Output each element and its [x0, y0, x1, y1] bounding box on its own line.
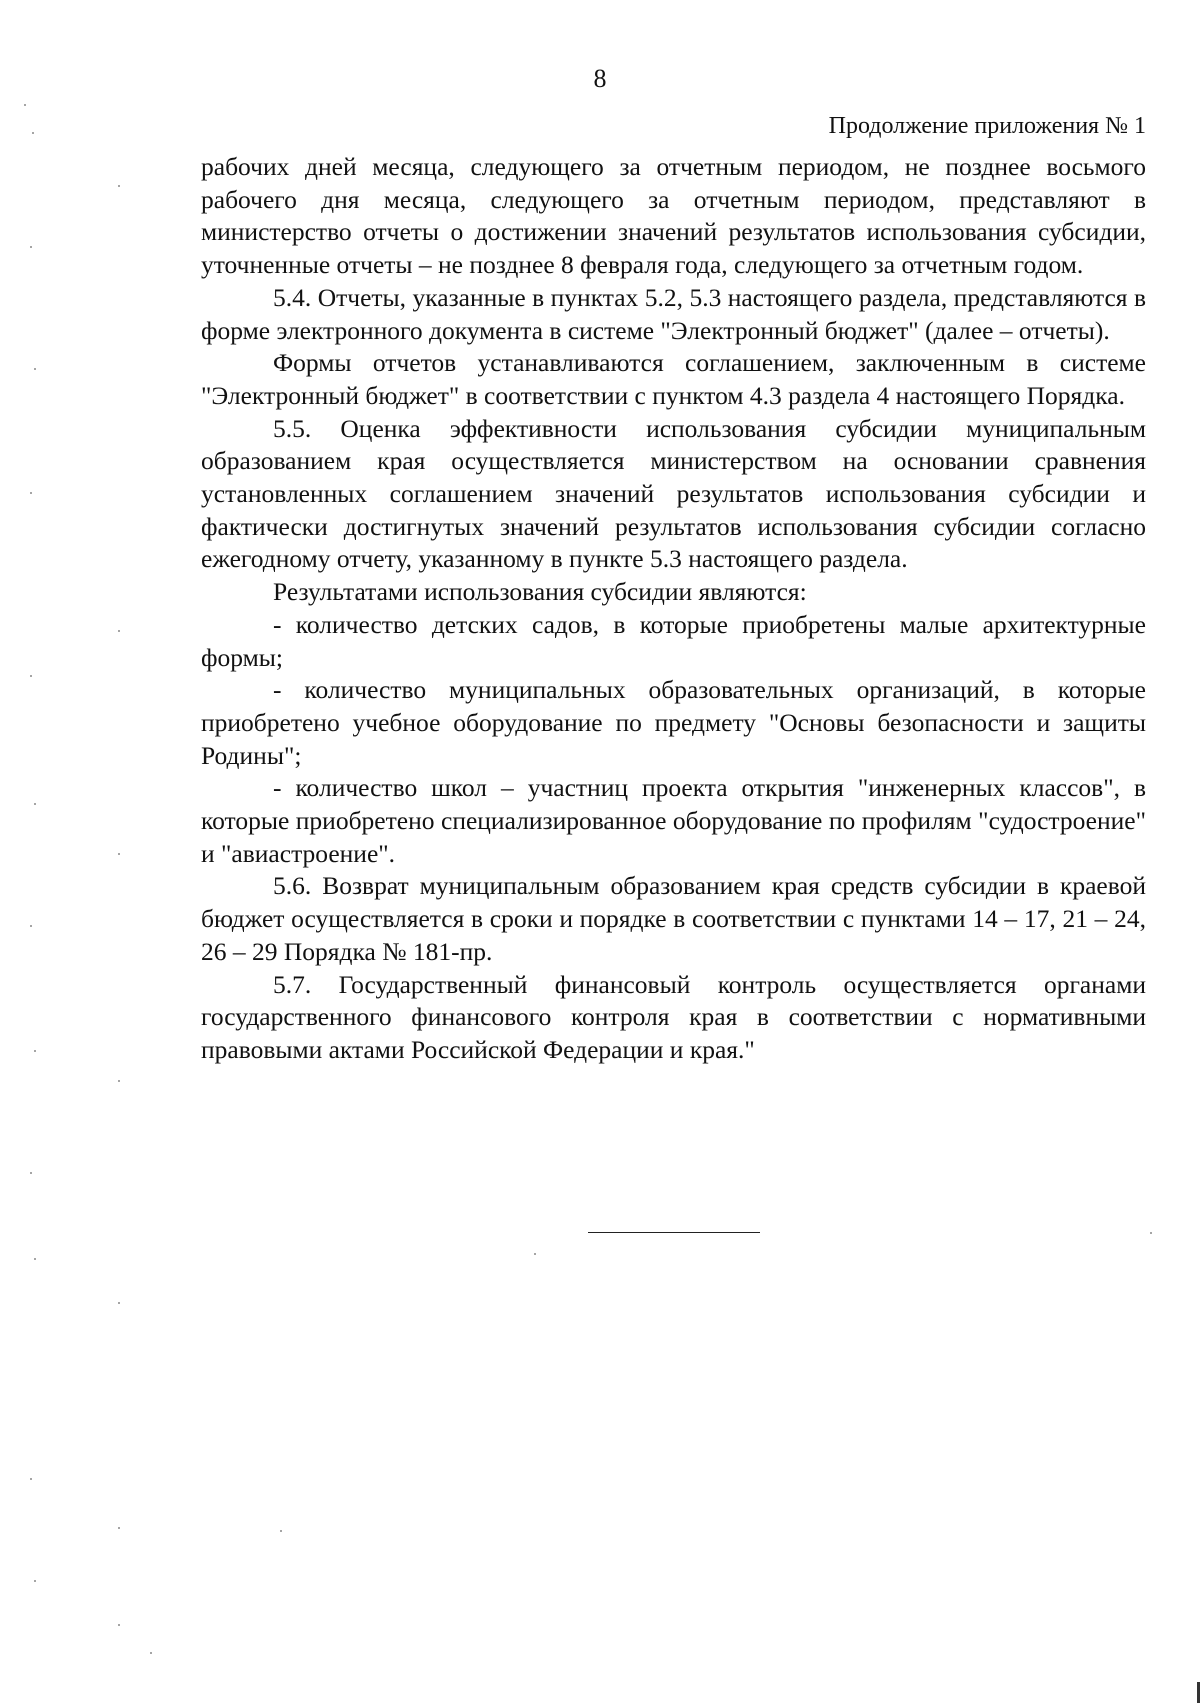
paragraph-results-intro: Результатами использования субсидии являются: [273, 577, 807, 607]
scan-speck [34, 1050, 36, 1052]
end-of-document-rule [588, 1232, 760, 1233]
list-item-engineering-classes: - количество школ – участниц проекта открытия "инженерных классов", в которые приобретено специализированное оборудование по профилям "судостроение" и "авиастроение". [201, 773, 1146, 868]
scan-speck [30, 246, 32, 248]
scan-speck [118, 630, 120, 632]
scan-speck [118, 1527, 120, 1529]
scan-speck [34, 1580, 36, 1582]
scan-speck [118, 1080, 120, 1082]
scan-speck [118, 1624, 120, 1626]
scan-speck [118, 1302, 120, 1304]
scan-speck [30, 492, 32, 494]
scan-speck [30, 1172, 32, 1174]
paragraph-reporting-deadlines: рабочих дней месяца, следующего за отчетным периодом, не позднее восьмого рабочего дня месяца, следующего за отчетным периодом, представляют в министерство отчеты о достижении значений результатов использования субсидии, уточненные отчеты – не позднее 8 февраля года, следующего за отчетным годом. [201, 152, 1146, 280]
paragraph-5-7: 5.7. Государственный финансовый контроль осуществляется органами государственного финансового контроля края в соответствии с нормативными правовыми актами Российской Федерации и края." [201, 969, 1146, 1064]
scan-speck [24, 104, 26, 106]
paragraph-report-forms: Формы отчетов устанавливаются соглашением, заключенным в системе "Электронный бюджет" в соответствии с пунктом 4.3 раздела 4 настоящего Порядка. [201, 348, 1146, 410]
scan-speck [34, 368, 36, 370]
scan-speck [30, 925, 32, 927]
paragraph-5-4: 5.4. Отчеты, указанные в пунктах 5.2, 5.3 настоящего раздела, представляются в форме электронного документа в системе "Электронный бюджет" (далее – отчеты). [201, 282, 1146, 345]
paragraph-5-5: 5.5. Оценка эффективности использования субсидии муниципальным образованием края осуществляется министерством на основании сравнения установленных соглашением значений результатов использования субсидии и фактически достигнутых значений результатов использования субсидии согласно ежегодному отчету, указанному в пункте 5.3 настоящего раздела. [201, 413, 1146, 574]
list-item-kindergartens: - количество детских садов, в которые приобретены малые архитектурные формы; [201, 609, 1146, 672]
document-body [201, 151, 1146, 1067]
scan-speck [1150, 1232, 1152, 1234]
scan-speck [280, 1530, 282, 1532]
paragraph-5-6: 5.6. Возврат муниципальным образованием края средств субсидии в краевой бюджет осуществляется в сроки и порядке в соответствии с пунктами 14 – 17, 21 – 24, 26 – 29 Порядка № 181-пр. [201, 871, 1146, 966]
scan-speck [30, 1478, 32, 1480]
scan-speck [34, 1258, 36, 1260]
scan-speck [150, 1652, 152, 1654]
list-item-educational-organizations: - количество муниципальных образовательных организаций, в которые приобретено учебное оборудование по предмету "Основы безопасности и защиты Родины"; [201, 675, 1146, 770]
scan-speck [118, 853, 120, 855]
scan-speck [534, 1253, 536, 1255]
scan-speck [32, 132, 34, 134]
scan-speck [118, 185, 120, 187]
scan-speck [30, 675, 32, 677]
page-number: 8 [593, 64, 607, 93]
scan-speck [34, 803, 36, 805]
appendix-continuation-header: Продолжение приложения № 1 [828, 113, 1146, 139]
